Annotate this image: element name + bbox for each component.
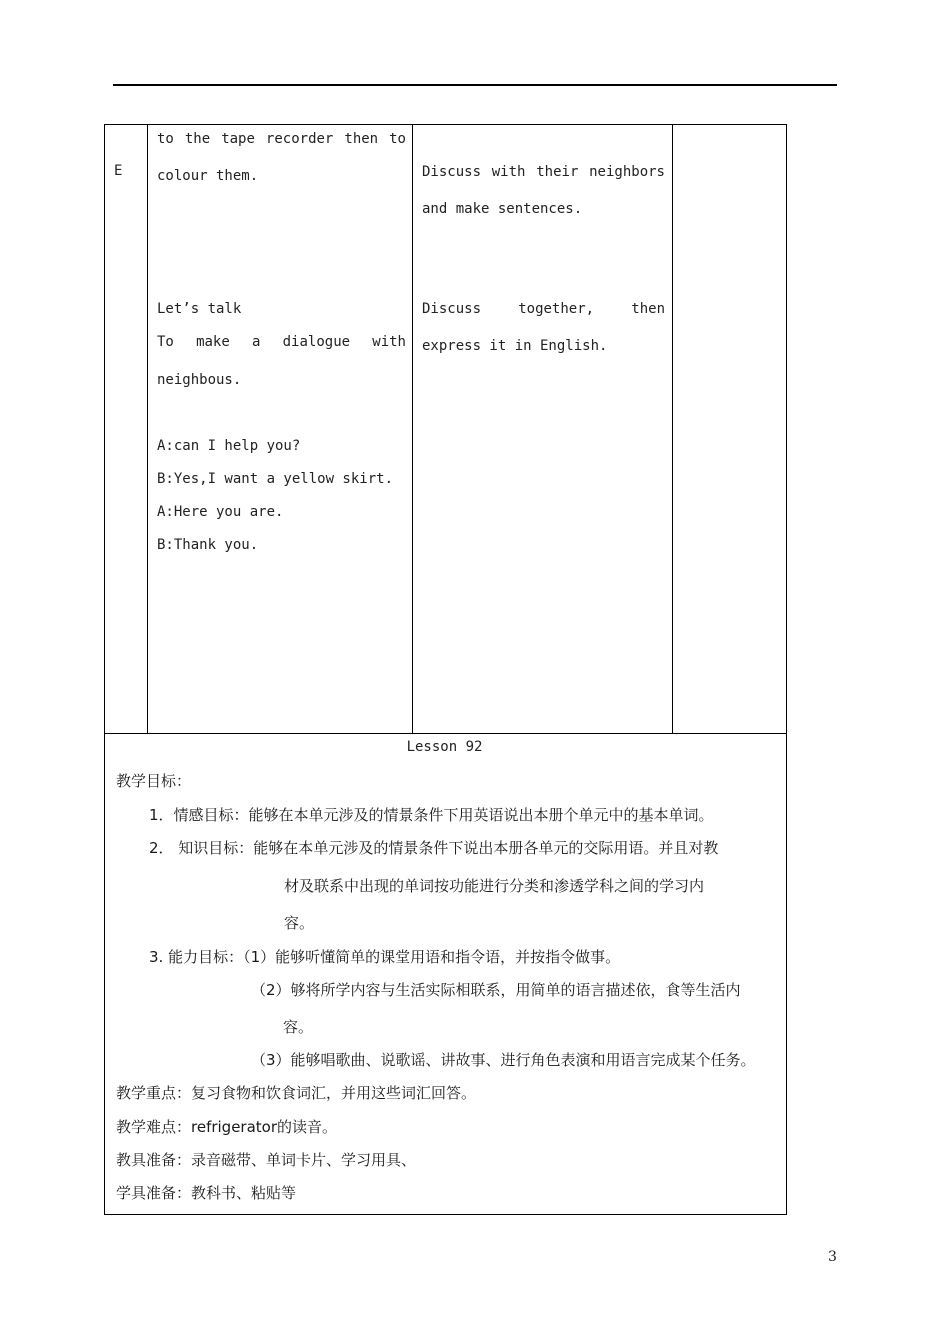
activity-line-1: to the tape recorder then to [157, 131, 406, 147]
key-point: 教学重点：复习食物和饮食词汇，并用这些词汇回答。 [116, 1084, 477, 1102]
step-cell [105, 125, 148, 734]
goal-3-line-3: 容。 [283, 1018, 314, 1036]
talk-title: Let’s talk [157, 301, 242, 317]
student-line-2: and make sentences. [422, 201, 583, 217]
lesson-title: Lesson 92 [406, 739, 483, 755]
student-line-1: Discuss with their neighbors [422, 164, 665, 180]
page-number: 3 [828, 1249, 837, 1265]
difficulty: 教学难点：refrigerator的读音。 [116, 1118, 338, 1136]
goal-3-line-2: （2）够将所学内容与生活实际相联系，用简单的语言描述依，食等生活内 [251, 981, 741, 999]
goal-2-line-2: 材及联系中出现的单词按功能进行分类和渗透学科之间的学习内 [284, 877, 705, 895]
goal-2-line-1: 2． 知识目标：能够在本单元涉及的情景条件下说出本册各单元的交际用语。并且对教 [149, 839, 719, 857]
lesson-row [105, 734, 787, 1215]
student-line-4: express it in English. [422, 338, 608, 354]
lesson-plan-table [104, 124, 787, 1215]
goal-3-line-1: 3. 能力目标：（1）能够听懂简单的课堂用语和指令语，并按指令做事。 [149, 948, 621, 966]
talk-description-2: neighbous. [157, 372, 242, 388]
activity-row [105, 125, 787, 734]
student-activity-cell [413, 125, 673, 734]
notes-cell [673, 125, 787, 734]
talk-description-1: To make a dialogue with [157, 334, 406, 350]
goals-label: 教学目标： [116, 772, 192, 790]
step-letter: E [114, 163, 123, 179]
lesson-cell [105, 734, 787, 1215]
goal-3-line-4: （3）能够唱歌曲、说歌谣、讲故事、进行角色表演和用语言完成某个任务。 [251, 1051, 756, 1069]
teacher-activity-cell [148, 125, 413, 734]
activity-line-2: colour them. [157, 168, 259, 184]
goal-1: 1．情感目标：能够在本单元涉及的情景条件下用英语说出本册个单元中的基本单词。 [149, 806, 714, 824]
dialogue-line-1: A:can I help you? [157, 438, 301, 454]
dialogue-line-2: B:Yes,I want a yellow skirt. [157, 471, 394, 487]
dialogue-line-4: B:Thank you. [157, 537, 259, 553]
header-rule [113, 84, 837, 86]
student-line-3: Discuss together, then [422, 301, 665, 317]
teacher-prep: 教具准备：录音磁带、单词卡片、学习用具、 [116, 1151, 417, 1169]
student-prep: 学具准备：教科书、粘贴等 [116, 1184, 297, 1202]
goal-2-line-3: 容。 [284, 914, 315, 932]
dialogue-line-3: A:Here you are. [157, 504, 284, 520]
